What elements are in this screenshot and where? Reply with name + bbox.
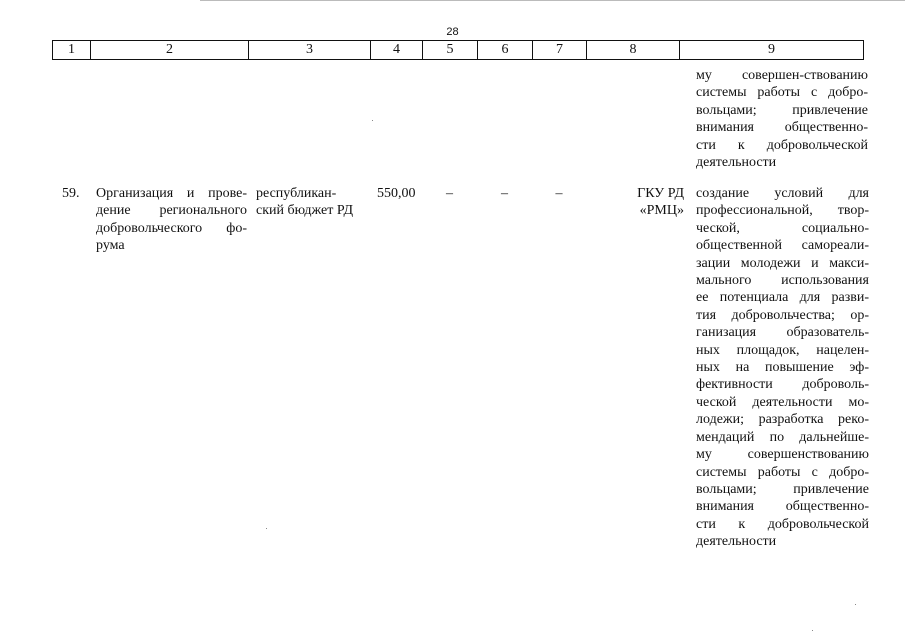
col7-value: – (555, 186, 563, 201)
expected-result-text: создание условий для профессиональной, твор- ческой, социально- общественной самореали- зации молодежи и макси- мального использования ее потенциала для разви- тия добровольчества; ор- ганизация образователь- ных площадок, нацелен- ных на повышение эф- фективности доброволь- ческой деятельности мо- лодежи; разработка реко- мендаций по дальнейше- му совершенствованию системы работы с добро- вольцами; привлечение внимания общественно- сти к добровольческой деятельности (696, 186, 869, 550)
executor-text: ГКУ РД «РМЦ» (637, 186, 684, 219)
column-header-7: 7 (532, 41, 586, 59)
column-header-1: 1 (52, 41, 90, 59)
column-header-2: 2 (90, 41, 248, 59)
col5-value: – (446, 186, 453, 201)
scan-speck (812, 630, 813, 631)
scan-speck (855, 604, 856, 605)
scan-speck (372, 120, 373, 121)
page-top-edge (200, 0, 905, 1)
table-header-row (52, 40, 864, 60)
column-header-3: 3 (248, 41, 370, 59)
col6-value: – (501, 186, 508, 201)
column-header-8: 8 (586, 41, 679, 59)
funding-source-text: республикан- ский бюджет РД (256, 186, 354, 219)
row-number: 59. (62, 186, 80, 201)
continuation-col9-text: му совершен-ствованию системы работы с добро- вольцами; привлечение внимания общественно- сти к добровольческой деятельности (696, 68, 868, 171)
column-header-9: 9 (679, 41, 864, 59)
column-header-5: 5 (422, 41, 477, 59)
page-number: 28 (446, 26, 459, 38)
row-name-text: Организация и прове- дение регионального добровольческого фо- рума (96, 186, 247, 254)
column-header-6: 6 (477, 41, 532, 59)
column-header-4: 4 (370, 41, 422, 59)
scan-speck (266, 528, 267, 529)
amount-value: 550,00 (377, 186, 416, 201)
